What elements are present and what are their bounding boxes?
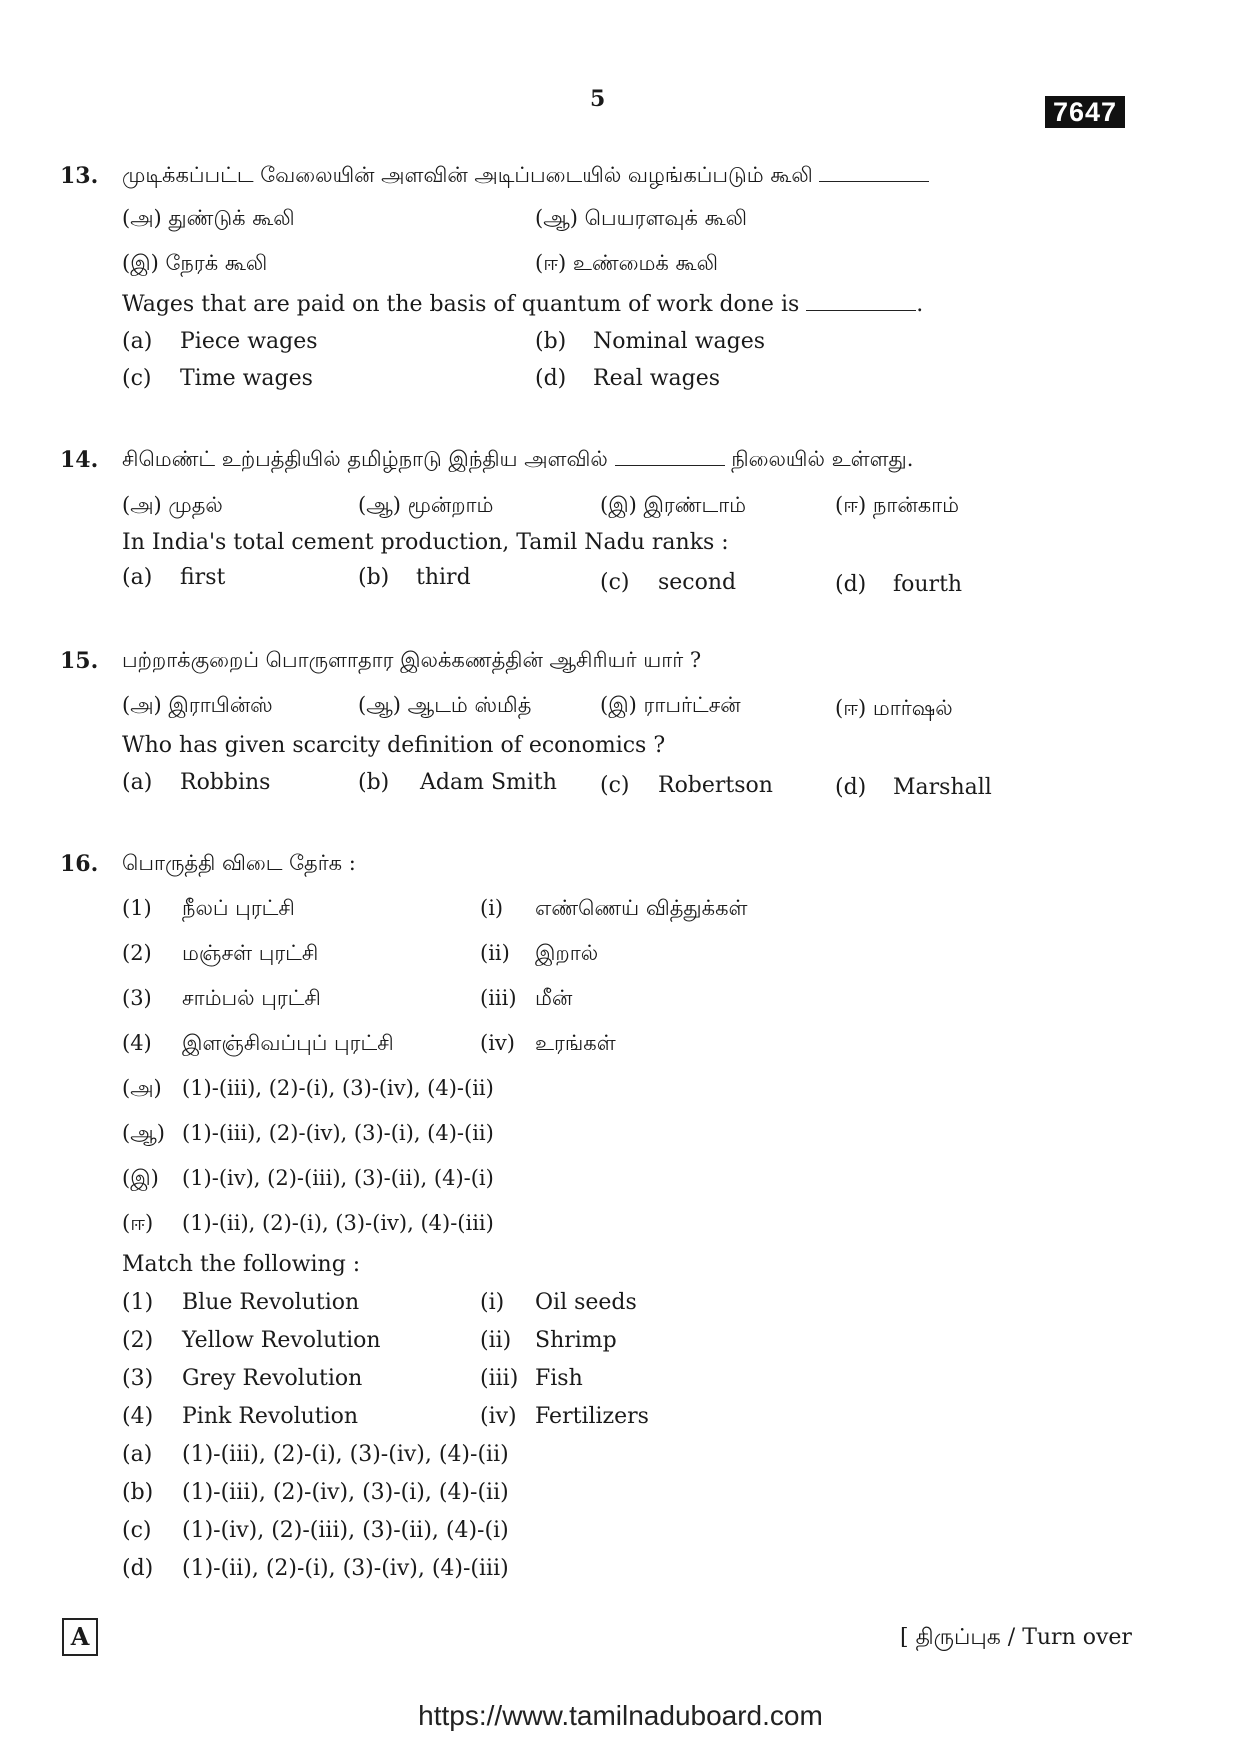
match-row-tamil: (1) நீலப் புரட்சி xyxy=(122,896,295,920)
question-text-english: In India's total cement production, Tamil Nadu ranks : xyxy=(122,530,729,555)
match-row-tamil: (3) சாம்பல் புரட்சி xyxy=(122,986,321,1010)
match-row-english-right: (iv) Fertilizers xyxy=(480,1404,649,1429)
question-text-english: Wages that are paid on the basis of quantum of work done is . xyxy=(122,292,924,317)
match-row-tamil-right: (ii) இறால் xyxy=(480,941,599,965)
match-row-tamil: (4) இளஞ்சிவப்புப் புரட்சி xyxy=(122,1031,394,1055)
match-row-english: (1) Blue Revolution xyxy=(122,1290,360,1315)
option-english: (b) Nominal wages xyxy=(535,329,766,354)
option-english: (d) fourth xyxy=(835,572,963,597)
option-english: (d) (1)-(ii), (2)-(i), (3)-(iv), (4)-(iii) xyxy=(122,1556,509,1581)
option-english: (c) second xyxy=(600,570,737,595)
paper-code-badge: 7647 xyxy=(1045,96,1125,128)
page-number: 5 xyxy=(590,86,606,112)
source-url[interactable]: https://www.tamilnaduboard.com xyxy=(418,1700,823,1731)
option-tamil: (ஈ) மார்ஷல் xyxy=(835,696,953,720)
match-row-english: (3) Grey Revolution xyxy=(122,1366,363,1391)
option-tamil: (அ) முதல் xyxy=(122,493,223,517)
option-tamil: (ஈ) (1)-(ii), (2)-(i), (3)-(iv), (4)-(iii) xyxy=(122,1211,494,1235)
option-english: (a) Piece wages xyxy=(122,329,318,354)
option-tamil: (இ) இரண்டாம் xyxy=(600,493,747,517)
option-english: (a) Robbins xyxy=(122,770,271,795)
option-tamil: (அ) இராபின்ஸ் xyxy=(122,693,273,717)
match-row-tamil: (2) மஞ்சள் புரட்சி xyxy=(122,941,319,965)
option-english: (c) Robertson xyxy=(600,773,773,798)
option-tamil: (இ) (1)-(iv), (2)-(iii), (3)-(ii), (4)-(i) xyxy=(122,1166,494,1190)
option-english: (c) (1)-(iv), (2)-(iii), (3)-(ii), (4)-(i) xyxy=(122,1518,509,1543)
option-english: (b) third xyxy=(358,565,471,590)
question-number: 13. xyxy=(60,163,99,189)
match-row-english: (2) Yellow Revolution xyxy=(122,1328,381,1353)
option-english: (d) Marshall xyxy=(835,775,992,800)
match-row-tamil-right: (iv) உரங்கள் xyxy=(480,1031,616,1055)
option-english: (a) (1)-(iii), (2)-(i), (3)-(iv), (4)-(ii) xyxy=(122,1442,509,1467)
option-tamil: (இ) ராபர்ட்சன் xyxy=(600,693,741,717)
option-tamil: (ஆ) பெயரளவுக் கூலி xyxy=(535,206,748,230)
question-number: 16. xyxy=(60,851,99,877)
option-english: (a) first xyxy=(122,565,226,590)
option-english: (d) Real wages xyxy=(535,366,721,391)
match-row-english-right: (ii) Shrimp xyxy=(480,1328,617,1353)
question-text-tamil: சிமெண்ட் உற்பத்தியில் தமிழ்நாடு இந்திய அளவில் நிலையில் உள்ளது. xyxy=(122,447,914,471)
question-text-english: Who has given scarcity definition of economics ? xyxy=(122,733,666,758)
question-number: 15. xyxy=(60,648,99,674)
option-tamil: (ஈ) நான்காம் xyxy=(835,493,960,517)
option-tamil: (இ) நேரக் கூலி xyxy=(122,251,268,275)
option-tamil: (ஆ) ஆடம் ஸ்மித் xyxy=(358,693,532,717)
option-english: (b) (1)-(iii), (2)-(iv), (3)-(i), (4)-(ii) xyxy=(122,1480,509,1505)
question-text-tamil: பற்றாக்குறைப் பொருளாதார இலக்கணத்தின் ஆசிரியர் யார் ? xyxy=(122,648,702,672)
option-english: (c) Time wages xyxy=(122,366,313,391)
match-row-tamil-right: (i) எண்ணெய் வித்துக்கள் xyxy=(480,896,748,920)
match-row-english-right: (iii) Fish xyxy=(480,1366,583,1391)
question-text-tamil: பொருத்தி விடை தேர்க : xyxy=(122,851,356,875)
option-tamil: (அ) (1)-(iii), (2)-(i), (3)-(iv), (4)-(ii) xyxy=(122,1076,494,1100)
question-text-tamil: முடிக்கப்பட்ட வேலையின் அளவின் அடிப்படையில் வழங்கப்படும் கூலி xyxy=(122,163,929,190)
option-tamil: (ஆ) (1)-(iii), (2)-(iv), (3)-(i), (4)-(ii) xyxy=(122,1121,494,1145)
question-number: 14. xyxy=(60,447,99,473)
turn-over-note: [ திருப்புக / Turn over xyxy=(900,1625,1132,1650)
option-tamil: (ஆ) மூன்றாம் xyxy=(358,493,494,517)
match-row-english-right: (i) Oil seeds xyxy=(480,1290,637,1315)
question-text-english: Match the following : xyxy=(122,1252,361,1277)
match-row-tamil-right: (iii) மீன் xyxy=(480,986,573,1010)
option-tamil: (ஈ) உண்மைக் கூலி xyxy=(535,251,718,275)
match-row-english: (4) Pink Revolution xyxy=(122,1404,359,1429)
option-english: (b) Adam Smith xyxy=(358,770,557,795)
booklet-series-box: A xyxy=(62,1618,98,1656)
option-tamil: (அ) துண்டுக் கூலி xyxy=(122,206,295,230)
